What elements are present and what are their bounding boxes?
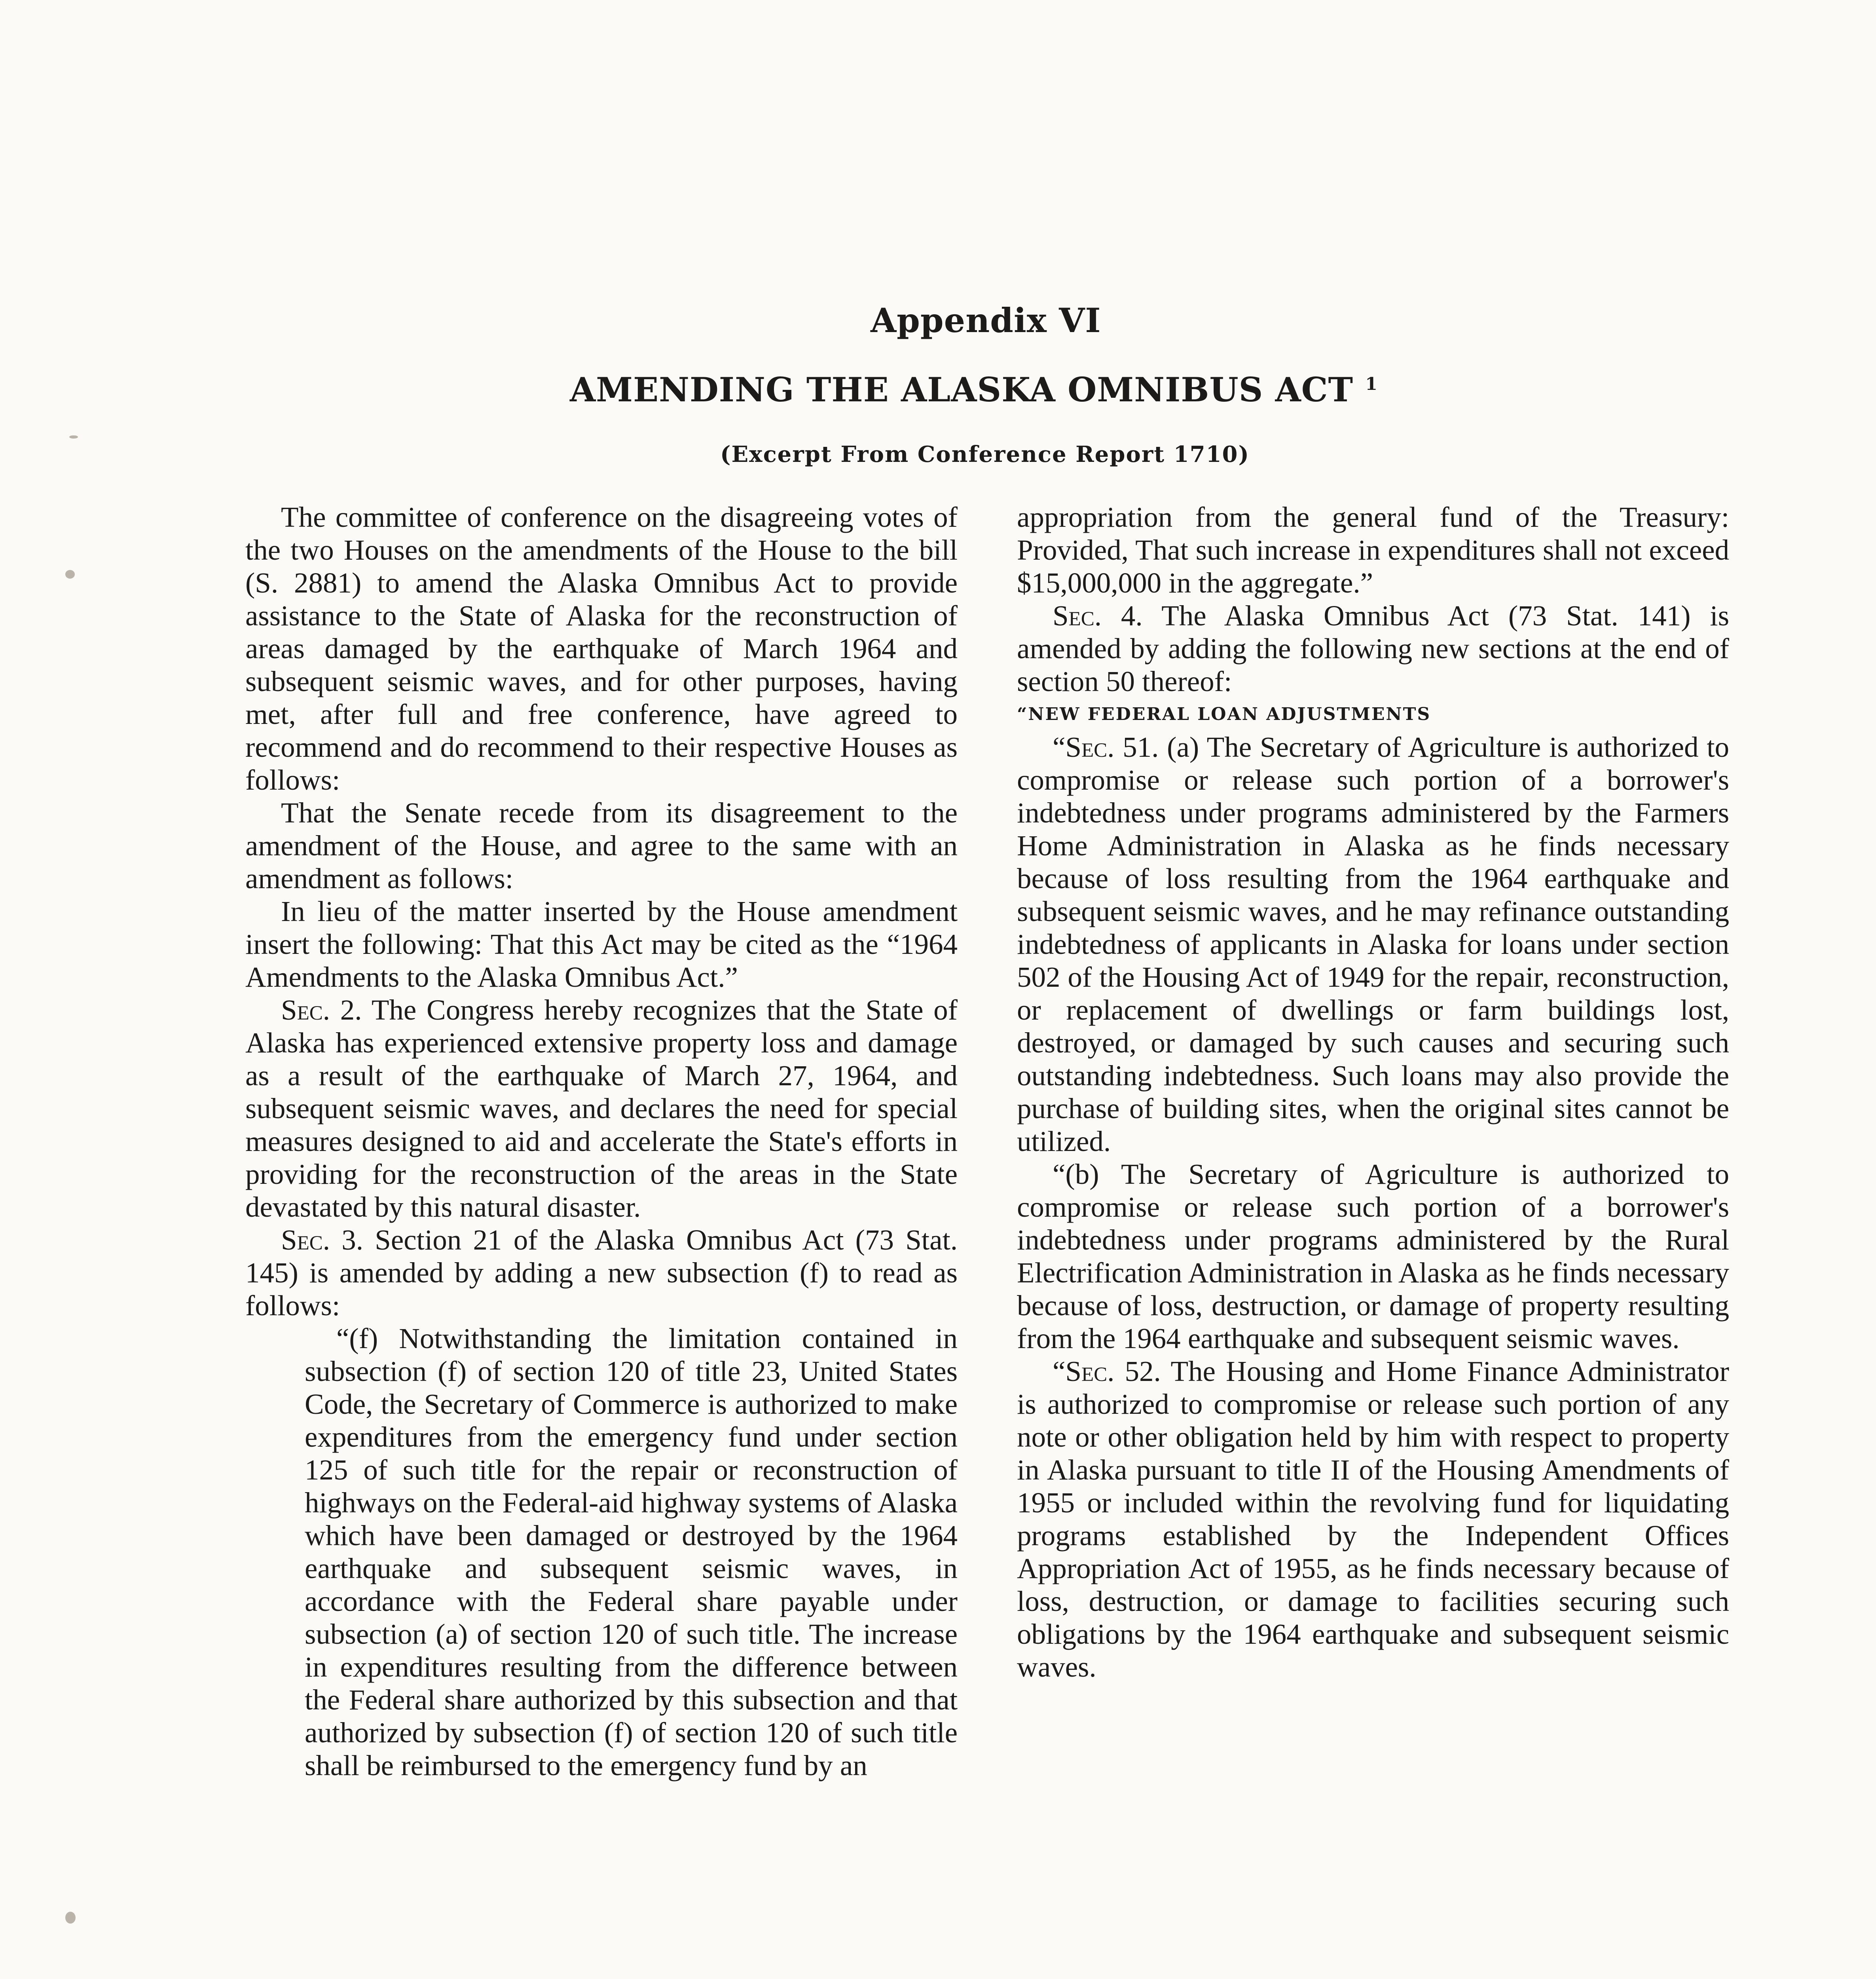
left-column — [245, 501, 958, 1782]
paragraph-sec-51a — [1017, 731, 1729, 1158]
sec-4-label: Sec. 4. — [1053, 600, 1143, 632]
sec-52-label: “Sec. 52. — [1053, 1355, 1161, 1387]
paragraph-in-lieu: In lieu of the matter inserted by the House amendment insert the following: That this Act may be cited as the “1964 Amendments to the Alaska Omnibus Act.” — [245, 895, 958, 993]
quoted-subsection-f: “(f) Notwithstanding the limitation contained in subsection (f) of section 120 of title 23, United States Code, the Secretary of Commerce is authorized to make expenditures from the emergency fund under section 125 of such title for the repair or reconstruction of highways on the Federal-aid highway systems of Alaska which have been damaged or destroyed by the 1964 earthquake and subsequent seismic waves, in accordance with the Federal share payable under subsection (a) of section 120 of such title. The increase in expenditures resulting from the difference between the Federal share authorized by this subsection and that authorized by subsection (f) of section 120 of such title shall be reimbursed to the emergency fund by an — [305, 1322, 958, 1781]
paragraph-conference: The committee of conference on the disagreeing votes of the two Houses on the amendments of the House to the bill (S. 2881) to amend the Alaska Omnibus Act to provide assistance to the State of Alaska for the reconstruction of areas damaged by the earthquake of March 1964 and subsequent seismic waves, and for other purposes, having met, after full and free conference, have agreed to recommend and do recommend to their respective Houses as follows: — [245, 501, 958, 796]
paragraph-sec-3 — [245, 1223, 958, 1322]
main-title-text: AMENDING THE ALASKA OMNIBUS ACT — [570, 370, 1354, 409]
sec-2-text: The Congress hereby recognizes that the State of Alaska has experienced extensive property loss and damage as a result of the earthquake of March 27, 1964, and subsequent seismic waves, and declares the need for special measures designed to aid and accelerate the State's efforts in providing for the reconstruction of the areas in the State devastated by this natural disaster. — [245, 994, 958, 1223]
sec-51a-text: (a) The Secretary of Agriculture is authorized to compromise or release such portion of a borrower's indebtedness under programs administered by the Farmers Home Administration in Alaska as he finds necessary because of loss resulting from the 1964 earthquake and subsequent seismic waves, and he may refinance outstanding indebtedness of applicants in Alaska for loans under section 502 of the Housing Act of 1949 for the repair, reconstruction, or replacement of dwellings or farm buildings lost, destroyed, or damaged by such causes and securing such outstanding indebtedness. Such loans may also provide the purchase of building sites, when the original sites cannot be utilized. — [1017, 731, 1729, 1157]
scan-speck — [69, 435, 78, 439]
sec-3-text: Section 21 of the Alaska Omnibus Act (73 Stat. 145) is amended by adding a new subsection (f) to read as follows: — [245, 1224, 958, 1322]
paragraph-sec-2 — [245, 993, 958, 1223]
scan-speck — [65, 1912, 76, 1924]
paragraph-sec-51b: “(b) The Secretary of Agriculture is authorized to compromise or release such portion of a borrower's indebtedness under programs administered by the Rural Electrification Administration in Alaska as he finds necessary because of loss, destruction, or damage of property resulting from the 1964 earthquake and subsequent seismic waves. — [1017, 1158, 1729, 1354]
sec-2-label: Sec. 2. — [281, 994, 362, 1026]
paragraph-sec-4 — [1017, 599, 1729, 698]
scan-speck — [65, 570, 75, 579]
sec-51-label: “Sec. 51. — [1053, 731, 1159, 763]
excerpt-subtitle: (Excerpt From Conference Report 1710) — [720, 441, 1250, 467]
sec-3-label: Sec. 3. — [281, 1224, 364, 1256]
main-title — [570, 370, 1480, 409]
right-column — [1017, 501, 1729, 1683]
appendix-title: Appendix VI — [871, 301, 1101, 340]
sec-4-text: The Alaska Omnibus Act (73 Stat. 141) is amended by adding the following new sections at the end of section 50 thereof: — [1017, 600, 1729, 697]
paragraph-senate-recede: That the Senate recede from its disagreement to the amendment of the House, and agree to the same with an amendment as follows: — [245, 797, 958, 895]
paragraph-sec-52 — [1017, 1355, 1729, 1683]
title-footnote-marker: 1 — [1365, 374, 1378, 394]
sec-52-text: The Housing and Home Finance Administrator is authorized to compromise or release such portion of any note or other obligation held by him with respect to property in Alaska pursuant to title II of the Housing Amendments of 1955 or included within the revolving fund for liquidating programs established by the Independent Offices Appropriation Act of 1955, as he finds necessary because of loss, destruction, or damage to facilities securing such obligations by the 1964 earthquake and subsequent seismic waves. — [1017, 1355, 1729, 1683]
paragraph-continuation: appropriation from the general fund of the Treasury: Provided, That such increase in expenditures shall not exceed $15,000,000 in the aggregate.” — [1017, 501, 1729, 599]
section-heading: “NEW FEDERAL LOAN ADJUSTMENTS — [1017, 704, 1431, 724]
